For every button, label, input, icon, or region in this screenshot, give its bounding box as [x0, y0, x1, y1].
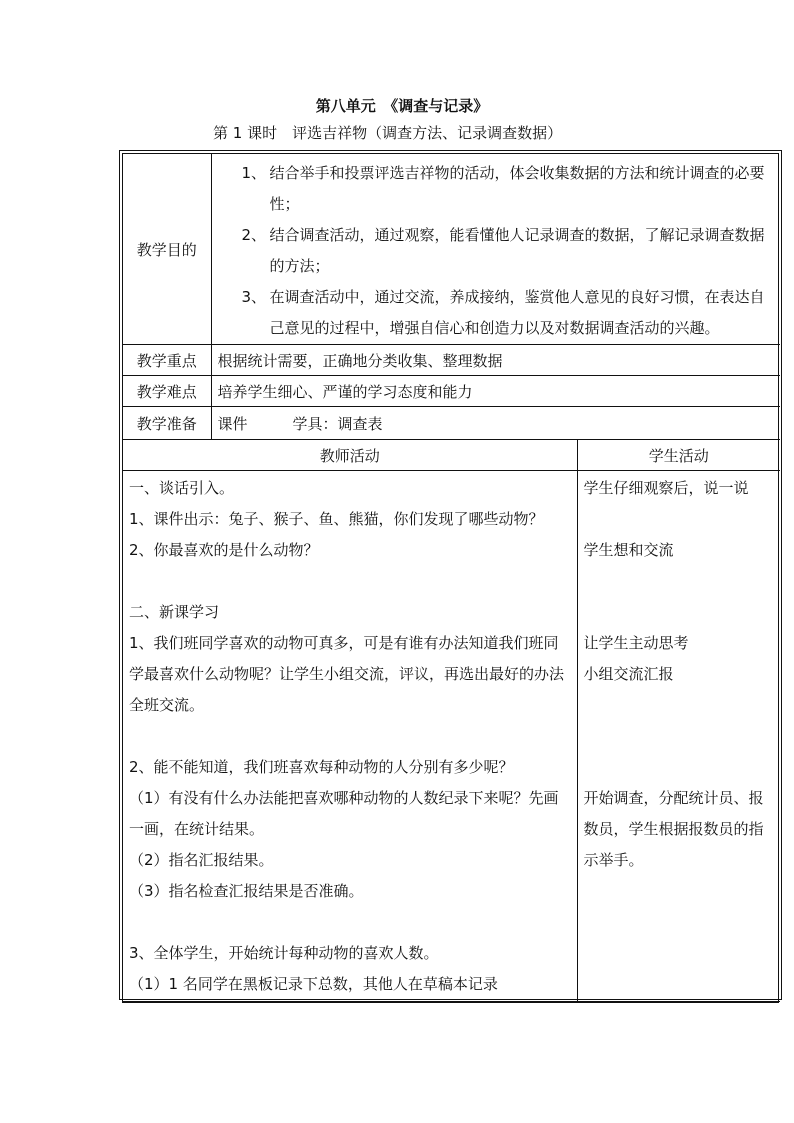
- preparation-row: [123, 407, 780, 440]
- key-points-row: [123, 345, 780, 376]
- objectives-row: [123, 154, 780, 345]
- objective-text: 在调查活动中，通过交流，养成接纳，鉴赏他人意见的良好习惯，在表达自己意见的过程中，增强自信心和创造力以及对数据调查活动的兴趣。: [269, 288, 765, 337]
- objectives-label: 教学目的: [123, 154, 211, 345]
- teacher-line: 2、能不能知道，我们班喜欢每种动物的人分别有多少呢？: [129, 758, 514, 776]
- teacher-line: 一、谈话引入。: [129, 479, 235, 497]
- lesson-subtitle: 第 1 课时 评选吉祥物（调查方法、记录调查数据）: [213, 124, 563, 142]
- activities-row: [123, 471, 780, 1002]
- teacher-line: 1、我们班同学喜欢的动物可真多，可是有谁有办法知道我们班同学最喜欢什么动物呢？让学生小组交流，评议，再选出最好的办法全班交流。: [129, 634, 565, 714]
- activities-header-row: [123, 440, 780, 471]
- teacher-line: 3、全体学生，开始统计每种动物的喜欢人数。: [129, 944, 439, 962]
- teacher-activities-header: 教师活动: [123, 440, 577, 471]
- key-points-text: 根据统计需要，正确地分类收集、整理数据: [211, 345, 780, 376]
- student-line: 学生仔细观察后，说一说: [583, 479, 749, 497]
- student-line: 开始调查，分配统计员、报数员，学生根据报数员的指示举手。: [583, 789, 764, 869]
- difficulties-text: 培养学生细心、严谨的学习态度和能力: [211, 376, 780, 407]
- teacher-line: 2、你最喜欢的是什么动物？: [129, 541, 319, 559]
- objective-item: [242, 220, 775, 282]
- preparation-text: 课件 学具：调查表: [211, 407, 780, 440]
- teacher-activities-cell: [123, 471, 577, 1002]
- objective-number: 2、: [241, 226, 267, 244]
- objective-text: 结合调查活动，通过观察，能看懂他人记录调查的数据，了解记录调查数据的方法；: [269, 226, 765, 275]
- teacher-line: （1）1 名同学在黑板记录下总数，其他人在草稿本记录: [129, 975, 498, 993]
- student-activities-cell: [577, 471, 780, 1002]
- difficulties-label: 教学难点: [123, 376, 211, 407]
- student-line: 小组交流汇报: [583, 665, 674, 683]
- teacher-line: （1）有没有什么办法能把喜欢哪种动物的人数纪录下来呢？先画一画，在统计结果。: [129, 789, 559, 838]
- lesson-plan-table: [122, 153, 779, 1003]
- student-activities-header: 学生活动: [577, 440, 780, 471]
- objective-text: 结合举手和投票评选吉祥物的活动，体会收集数据的方法和统计调查的必要性；: [269, 164, 765, 213]
- teacher-line: [129, 721, 571, 752]
- teacher-line: [129, 907, 571, 938]
- objective-item: [242, 158, 775, 220]
- student-line: 让学生主动思考: [583, 634, 689, 652]
- unit-title: 第八单元 《调查与记录》: [315, 97, 489, 115]
- preparation-label: 教学准备: [123, 407, 211, 440]
- teacher-line: （2）指名汇报结果。: [129, 851, 274, 869]
- teacher-line: 1、课件出示：兔子、猴子、鱼、熊猫，你们发现了哪些动物？: [129, 510, 544, 528]
- difficulties-row: [123, 376, 780, 407]
- teacher-line: （3）指名检查汇报结果是否准确。: [129, 882, 364, 900]
- key-points-label: 教学重点: [123, 345, 211, 376]
- student-line: 学生想和交流: [583, 541, 674, 559]
- objective-number: 1、: [241, 164, 267, 182]
- objective-item: [242, 282, 775, 344]
- teacher-line: [129, 566, 571, 597]
- objectives-cell: [211, 154, 780, 345]
- teacher-line: 二、新课学习: [129, 603, 220, 621]
- objective-number: 3、: [241, 288, 267, 306]
